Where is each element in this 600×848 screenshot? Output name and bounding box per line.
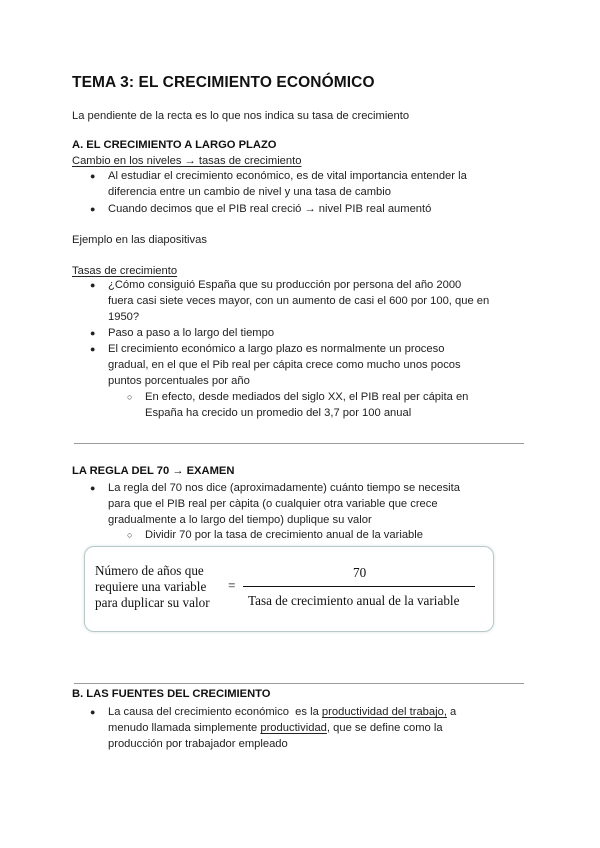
- list-item-line: Al estudiar el crecimiento económico, es de vital importancia entender la: [108, 170, 467, 182]
- formula-lhs-line: para duplicar su valor: [95, 595, 210, 610]
- list-item-line: La regla del 70 nos dice (aproximadamente) cuánto tiempo se necesita: [108, 482, 460, 494]
- list-item-line: [108, 720, 443, 736]
- bullet-dot: ●: [90, 344, 96, 354]
- bullet-dot: ●: [90, 280, 96, 290]
- list-item-line: El crecimiento económico a largo plazo es normalmente un proceso: [108, 343, 445, 355]
- bullet-dot: ●: [90, 204, 96, 214]
- bullet-dot: ●: [90, 483, 96, 493]
- list-item-line: gradualmente a lo largo del tiempo) duplique su valor: [108, 514, 372, 526]
- list-item-line: Dividir 70 por la tasa de crecimiento anual de la variable: [145, 529, 423, 541]
- formula-numerator: 70: [353, 565, 367, 580]
- list-item-line: gradual, en el que el Pib real per cápita crece como mucho unos pocos: [108, 359, 461, 371]
- list-item-line: diferencia entre un cambio de nivel y una tasa de cambio: [108, 186, 391, 198]
- list-item-line: ¿Cómo consiguió España que su producción por persona del año 2000: [108, 279, 462, 291]
- text-run: , que se define como la: [326, 722, 443, 734]
- list-item-line: España ha crecido un promedio del 3,7 por 100 anual: [145, 407, 412, 419]
- term-productividad-trabajo: productividad del trabajo,: [321, 706, 447, 718]
- rule-of-70-formula-box: [84, 546, 494, 632]
- regla-heading: LA REGLA DEL 70 → EXAMEN: [72, 465, 235, 477]
- example-text: Ejemplo en las diapositivas: [72, 234, 207, 246]
- list-item-line: puntos porcentuales por año: [108, 375, 250, 387]
- bullet-dot: ●: [90, 171, 96, 181]
- list-item-line: fuera casi siete veces mayor, con un aumento de casi el 600 por 100, que en: [108, 295, 490, 307]
- text-run: a: [446, 706, 457, 718]
- intro-text: La pendiente de la recta es lo que nos indica su tasa de crecimiento: [72, 110, 410, 122]
- bullet-dot: ●: [90, 707, 96, 717]
- tasas-heading: Tasas de crecimiento: [72, 265, 178, 277]
- list-item-line: Paso a paso a lo largo del tiempo: [108, 327, 275, 339]
- divider: [74, 683, 524, 684]
- text-run: menudo llamada simplemente: [108, 722, 261, 734]
- section-a-subheading: Cambio en los niveles → tasas de crecimiento: [72, 155, 302, 167]
- text-run: La causa del crecimiento económico es la: [108, 706, 322, 718]
- formula-denominator: Tasa de crecimiento anual de la variable: [248, 593, 460, 608]
- divider: [74, 443, 524, 444]
- formula-equals: =: [228, 578, 236, 593]
- formula-lhs-line: Número de años que: [95, 563, 204, 578]
- term-productividad: productividad: [260, 722, 327, 734]
- list-item-line: Cuando decimos que el PIB real creció → nivel PIB real aumentó: [108, 203, 432, 215]
- formula-lhs-line: requiere una variable: [95, 579, 207, 594]
- list-item-line: para que el PIB real per càpita (o cualquier otra variable que crece: [108, 498, 438, 510]
- list-item-line: 1950?: [108, 311, 140, 323]
- fraction-bar: [243, 586, 475, 587]
- bullet-dot: ●: [90, 328, 96, 338]
- sub-bullet-circle: ○: [127, 392, 133, 402]
- list-item-line: En efecto, desde mediados del siglo XX, el PIB real per cápita en: [145, 391, 469, 403]
- list-item-line: [108, 704, 456, 720]
- section-a-heading: A. EL CRECIMIENTO A LARGO PLAZO: [72, 139, 277, 151]
- list-item-line: producción por trabajador empleado: [108, 738, 288, 750]
- page-title: TEMA 3: EL CRECIMIENTO ECONÓMICO: [72, 74, 375, 91]
- sub-bullet-circle: ○: [127, 530, 133, 540]
- section-b-heading: B. LAS FUENTES DEL CRECIMIENTO: [72, 688, 271, 700]
